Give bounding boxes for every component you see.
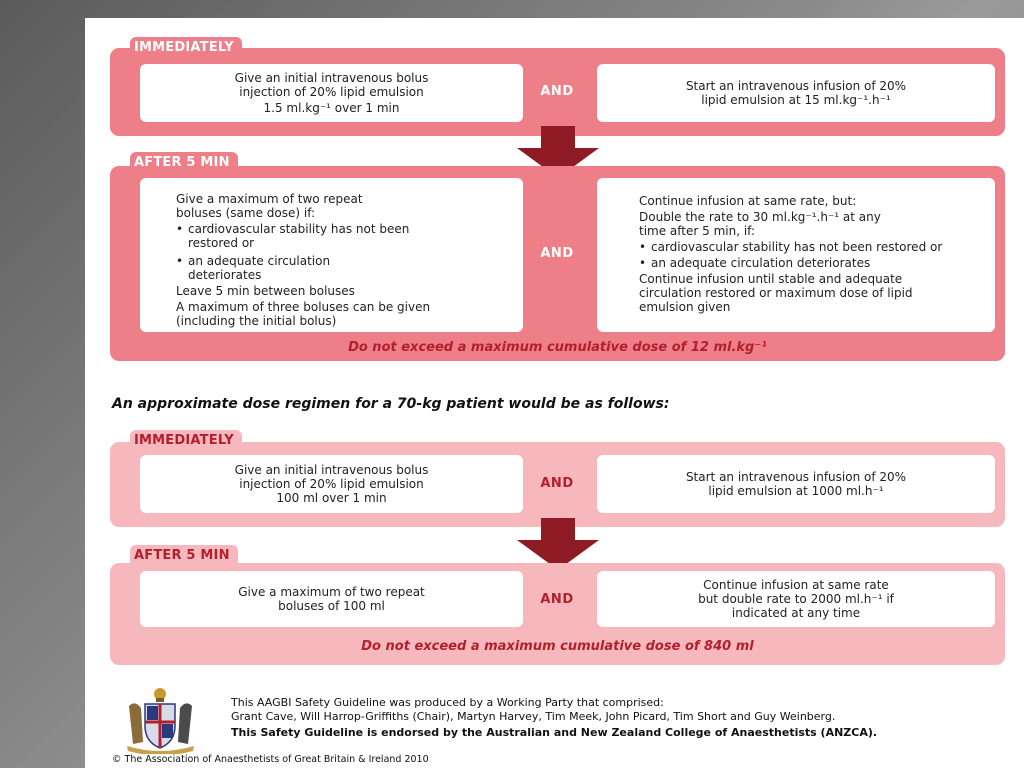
regimen2-after5-left-line1: Give a maximum of two repeat	[238, 585, 425, 599]
regimen1-immediately-left-line2: injection of 20% lipid emulsion	[239, 85, 424, 99]
credits-line2: Grant Cave, Will Harrop-Griffiths (Chair), Martyn Harvey, Tim Meek, John Picard, Tim Short and Guy Weinberg.	[231, 710, 836, 723]
regimen2-after5-right-box	[597, 571, 995, 627]
regimen2-after5-right-line3: indicated at any time	[731, 606, 861, 620]
regimen2-immediately-right-line1: Start an intravenous infusion of 20%	[685, 470, 907, 484]
regimen1-immediately-right-line2: lipid emulsion at 15 ml.kg⁻¹.h⁻¹	[701, 93, 891, 107]
regimen1-after5-tag: AFTER 5 MIN	[130, 152, 238, 174]
regimen1-immediately-tag: IMMEDIATELY	[130, 37, 242, 59]
regimen2-after5-right-line1: Continue infusion at same rate	[703, 578, 889, 592]
regimen1-after5-left-box	[140, 178, 523, 332]
regimen1-immediately-and: AND	[540, 84, 574, 99]
regimen1-after5-left-bullet1: • cardiovascular stability has not been restored or	[188, 222, 428, 250]
regimen2-after5-section	[110, 563, 1005, 665]
credits-line3: This Safety Guideline is endorsed by the Australian and New Zealand College of Anaesthetists (ANZCA).	[231, 726, 878, 739]
regimen1-after5-section	[110, 166, 1005, 361]
regimen1-after5-right-bullets	[639, 240, 985, 270]
regimen1-warning: Do not exceed a maximum cumulative dose of 12 ml.kg⁻¹	[348, 340, 767, 355]
regimen2-immediately-left-line1: Give an initial intravenous bolus	[234, 463, 429, 477]
regimen1-immediately-section	[110, 48, 1005, 136]
coat-of-arms-crest	[123, 686, 198, 754]
regimen2-after5-and: AND	[540, 592, 574, 607]
regimen2-immediately-right-box	[597, 455, 995, 513]
regimen2-after5-left-box	[140, 571, 523, 627]
regimen2-after5-tag: AFTER 5 MIN	[130, 545, 238, 567]
regimen2-immediately-tag: IMMEDIATELY	[130, 430, 242, 452]
approx-heading: An approximate dose regimen for a 70-kg patient would be as follows:	[112, 396, 670, 412]
regimen1-immediately-left-line1: Give an initial intravenous bolus	[234, 71, 429, 85]
regimen1-after5-left-bullet2: • an adequate circulation deteriorates	[188, 254, 368, 282]
regimen1-after5-right-double: Double the rate to 30 ml.kg⁻¹.h⁻¹ at any time after 5 min, if:	[639, 210, 881, 238]
regimen1-after5-right-box	[597, 178, 995, 332]
regimen1-after5-left-intro: Give a maximum of two repeat boluses (same dose) if:	[176, 192, 363, 220]
regimen1-immediately-left-box	[140, 64, 523, 122]
regimen1-immediately-right-line1: Start an intravenous infusion of 20%	[685, 79, 907, 93]
copyright: © The Association of Anaesthetists of Great Britain & Ireland 2010	[112, 754, 429, 765]
regimen1-after5-right-bullet1: • cardiovascular stability has not been restored or	[651, 240, 951, 254]
regimen1-after5-left-leave: Leave 5 min between boluses	[176, 284, 355, 298]
regimen1-after5-right-bullet2: • an adequate circulation deteriorates	[651, 256, 985, 270]
regimen1-after5-left-bullets	[176, 222, 513, 282]
regimen2-immediately-and: AND	[540, 476, 574, 491]
regimen1-after5-right-continue: Continue infusion until stable and adequate circulation restored or maximum dose of lipid emulsion given	[639, 272, 913, 314]
regimen2-immediately-left-line2: injection of 20% lipid emulsion	[239, 477, 424, 491]
regimen2-immediately-section	[110, 442, 1005, 527]
regimen1-after5-left-max: A maximum of three boluses can be given (including the initial bolus)	[176, 300, 431, 328]
regimen2-after5-left-line2: boluses of 100 ml	[278, 599, 385, 613]
regimen2-after5-right-line2: but double rate to 2000 ml.h⁻¹ if	[698, 592, 894, 606]
regimen1-after5-right-line1: Continue infusion at same rate, but:	[639, 194, 857, 208]
regimen2-warning: Do not exceed a maximum cumulative dose of 840 ml	[361, 639, 754, 654]
regimen2-immediately-left-box	[140, 455, 523, 513]
guideline-page	[85, 18, 1024, 768]
credits-line1: This AAGBI Safety Guideline was produced by a Working Party that comprised:	[231, 696, 664, 709]
regimen1-immediately-left-line3: 1.5 ml.kg⁻¹ over 1 min	[263, 101, 400, 115]
regimen1-after5-and: AND	[540, 246, 574, 261]
regimen2-immediately-left-line3: 100 ml over 1 min	[276, 491, 387, 505]
regimen2-immediately-right-line2: lipid emulsion at 1000 ml.h⁻¹	[708, 484, 884, 498]
regimen1-immediately-right-box	[597, 64, 995, 122]
